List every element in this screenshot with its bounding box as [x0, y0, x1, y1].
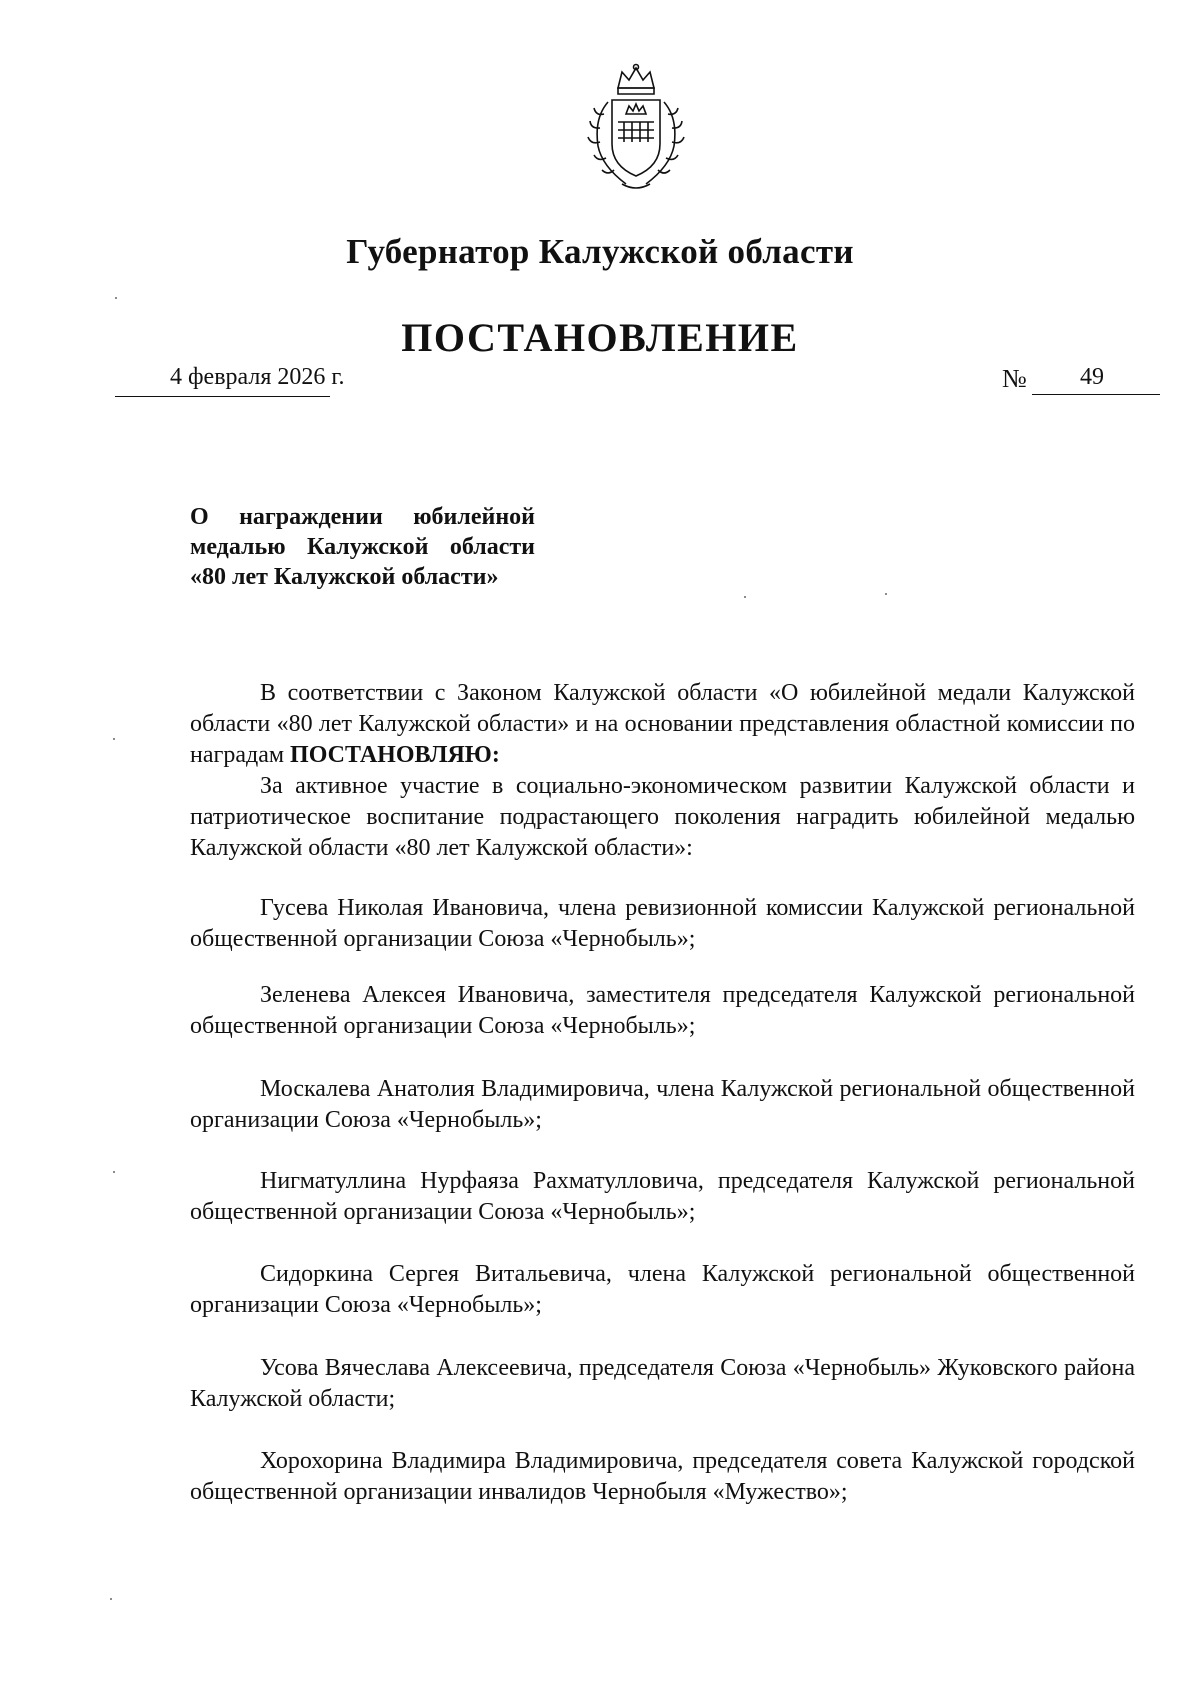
awardee-text: Гусева Николая Ивановича, члена ревизионной комиссии Калужской региональной общественной организации Союза «Чернобыль»; — [190, 895, 1135, 952]
awardee-item — [190, 1259, 1135, 1321]
awardee-item — [190, 1074, 1135, 1136]
date-underline — [115, 396, 330, 397]
awardee-text: Сидоркина Сергея Витальевича, члена Калужской региональной общественной организации Союза «Чернобыль»; — [190, 1261, 1135, 1318]
awardee-text: Усова Вячеслава Алексеевича, председателя Союза «Чернобыль» Жуковского района Калужской области; — [190, 1355, 1135, 1412]
number-underline — [1032, 394, 1160, 395]
scan-speck — [110, 1598, 112, 1600]
awardee-item — [190, 893, 1135, 955]
award-basis-paragraph: За активное участие в социально-экономическом развитии Калужской области и патриотическое воспитание подрастающего поколения наградить юбилейной медалью Калужской области «80 лет Калужской области»: — [190, 773, 1135, 861]
decree-keyword: ПОСТАНОВЛЯЮ: — [290, 742, 500, 768]
coat-of-arms-icon — [582, 62, 690, 194]
scan-speck — [113, 1171, 115, 1173]
awardee-item — [190, 1166, 1135, 1228]
awardee-text: Хорохорина Владимира Владимировича, председателя совета Калужской городской общественной организации инвалидов Чернобыля «Мужество»; — [190, 1448, 1135, 1505]
issuing-authority: Губернатор Калужской области — [346, 232, 854, 271]
scan-speck — [113, 738, 115, 740]
scan-speck — [744, 596, 746, 598]
document-subject — [190, 502, 535, 592]
document-number: 49 — [1080, 364, 1104, 390]
scan-speck — [115, 297, 117, 299]
scan-speck — [885, 593, 887, 595]
awardee-item — [190, 1446, 1135, 1508]
document-date: 4 февраля 2026 г. — [170, 364, 345, 390]
awardee-item — [190, 1353, 1135, 1415]
awardee-text: Москалева Анатолия Владимировича, члена Калужской региональной общественной организации Союза «Чернобыль»; — [190, 1076, 1135, 1133]
number-label: № — [1002, 364, 1027, 393]
preamble — [190, 678, 1135, 864]
subject-line: «80 лет Калужской области» — [190, 564, 499, 590]
subject-line: О награждении юбилейной — [190, 504, 535, 530]
preamble-text: В соответствии с Законом Калужской области «О юбилейной медали Калужской области «80 лет Калужской области» и на основании представления областной комиссии по наградам — [190, 680, 1135, 768]
subject-line: медалью Калужской области — [190, 534, 535, 560]
awardee-text: Нигматуллина Нурфаяза Рахматулловича, председателя Калужской региональной общественной организации Союза «Чернобыль»; — [190, 1168, 1135, 1225]
document-type-title: ПОСТАНОВЛЕНИЕ — [401, 315, 799, 360]
awardee-item — [190, 980, 1135, 1042]
preamble-paragraph — [190, 678, 1135, 771]
awardee-text: Зеленева Алексея Ивановича, заместителя председателя Калужской региональной общественной организации Союза «Чернобыль»; — [190, 982, 1135, 1039]
